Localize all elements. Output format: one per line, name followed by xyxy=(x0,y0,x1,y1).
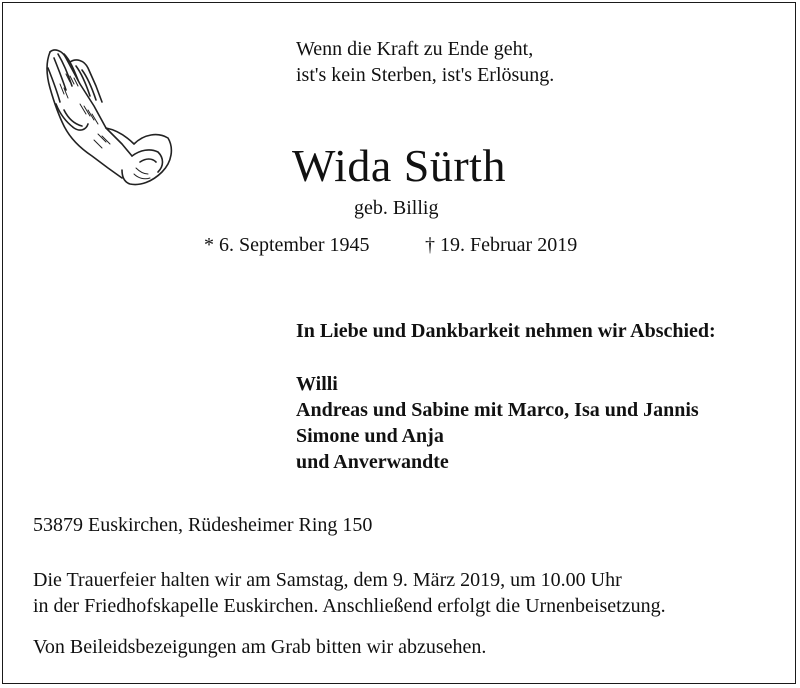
motto-line-1: Wenn die Kraft zu Ende geht, xyxy=(296,38,534,60)
service-line-1: Die Trauerfeier halten wir am Samstag, dem 9. März 2019, um 10.00 Uhr xyxy=(33,569,622,591)
praying-hands-icon xyxy=(36,44,178,190)
motto-verse xyxy=(296,36,554,88)
maiden-name: geb. Billig xyxy=(354,197,439,219)
funeral-service-info xyxy=(33,567,666,619)
mourner-line: Andreas und Sabine mit Marco, Isa und Jannis xyxy=(296,399,699,421)
deceased-name: Wida Sürth xyxy=(292,140,506,191)
motto-line-2: ist's kein Sterben, ist's Erlösung. xyxy=(296,64,555,86)
mourner-line: Willi xyxy=(296,373,338,395)
mourner-line: und Anverwandte xyxy=(296,451,449,473)
family-address: 53879 Euskirchen, Rüdesheimer Ring 150 xyxy=(33,514,373,536)
mourner-line: Simone und Anja xyxy=(296,425,444,447)
condolence-note: Von Beileidsbezeigungen am Grab bitten wir abzusehen. xyxy=(33,636,487,658)
farewell-heading: In Liebe und Dankbarkeit nehmen wir Abschied: xyxy=(296,320,716,342)
birth-date: * 6. September 1945 xyxy=(204,234,370,256)
service-line-2: in der Friedhofskapelle Euskirchen. Anschließend erfolgt die Urnenbeisetzung. xyxy=(33,595,666,617)
death-date: † 19. Februar 2019 xyxy=(425,234,578,256)
mourners-list xyxy=(296,371,699,475)
